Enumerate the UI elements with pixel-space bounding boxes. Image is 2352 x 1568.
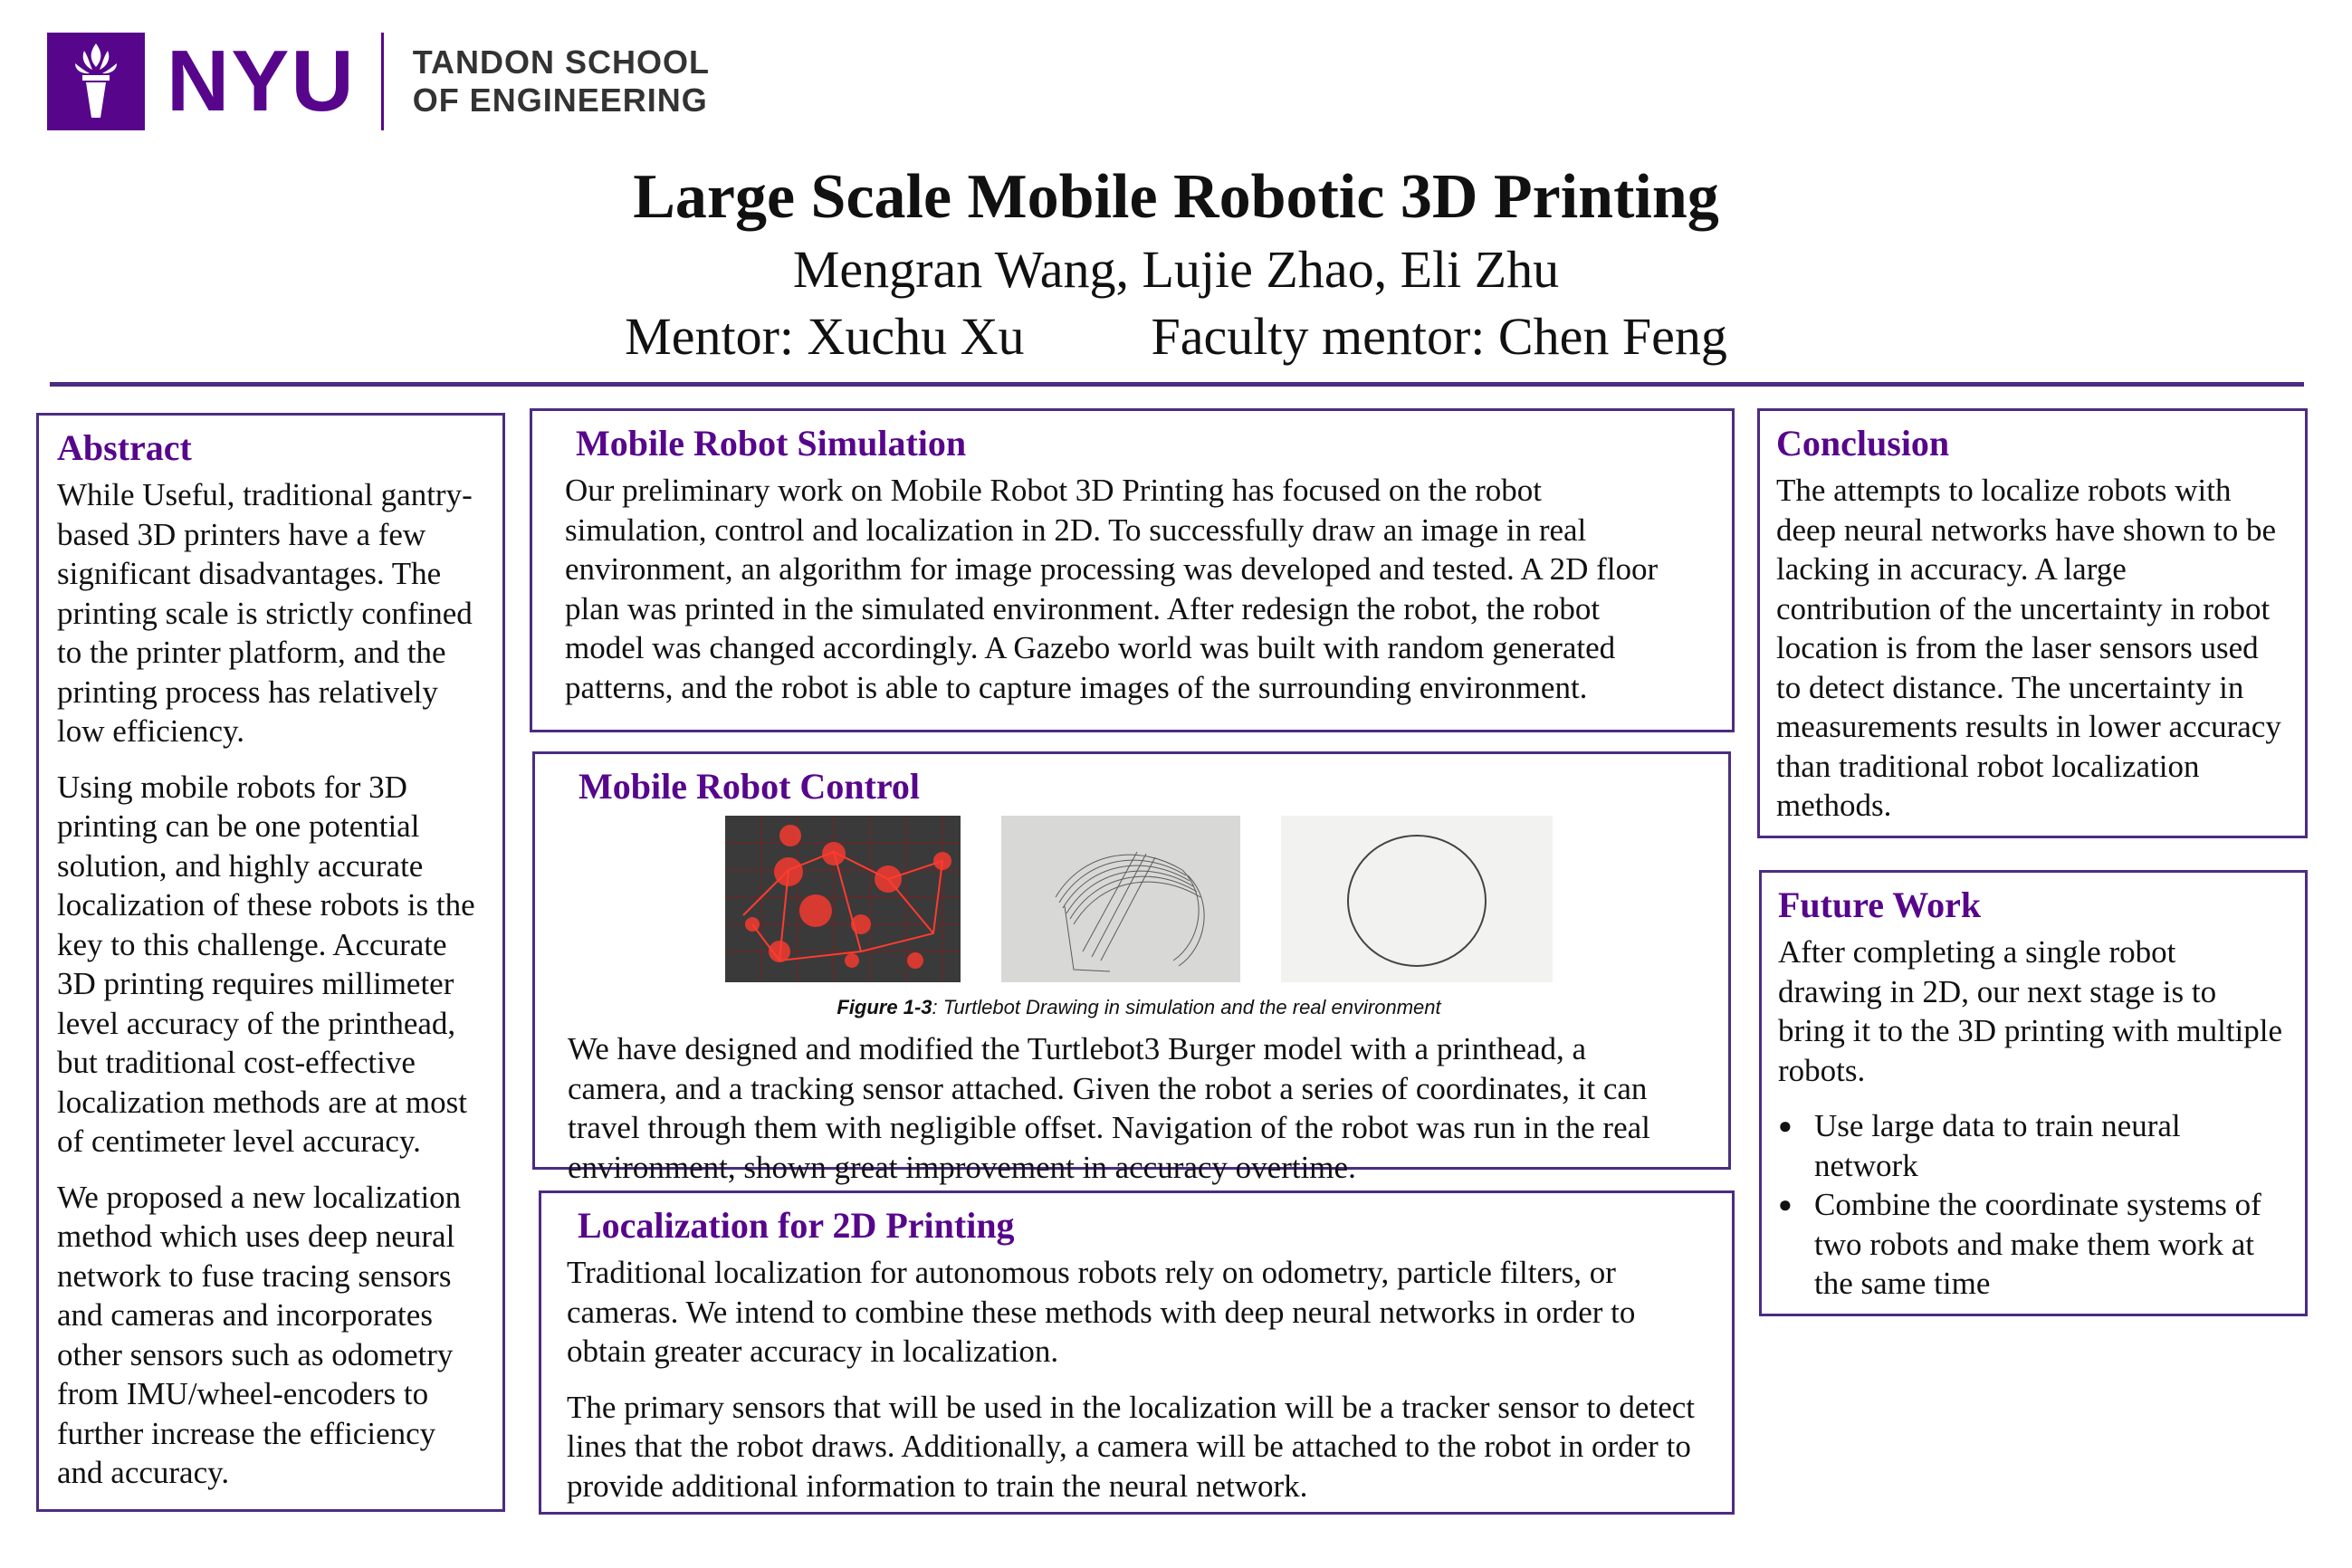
abstract-panel [36, 413, 505, 1512]
localization-paragraph-1: Traditional localization for autonomous robots rely on odometry, particle filters, or cameras. We intend to combine these methods with deep neural networks in order to obtain greater accuracy in localization. [567, 1255, 1636, 1369]
logo-divider [381, 33, 384, 130]
conclusion-panel [1757, 408, 2308, 838]
abstract-heading: Abstract [57, 427, 192, 468]
simulation-panel [530, 408, 1735, 732]
localization-paragraph-2: The primary sensors that will be used in the localization will be a tracker sensor to detect lines that the robot draws. Additionally, a camera will be attached to the robot in order to provide additional information to train the neural network. [567, 1389, 1695, 1504]
abstract-paragraph-3: We proposed a new localization method which uses deep neural network to fuse tracing sensors and cameras and incorporates other sensors such as odometry from IMU/wheel-encoders to further increase the efficiency and accuracy. [57, 1179, 462, 1490]
nyu-torch-icon [47, 33, 145, 130]
future-work-bullet: ● Use large data to train neural network [1778, 1106, 2287, 1185]
school-line-1: TANDON SCHOOL [412, 43, 711, 81]
localization-panel [539, 1190, 1735, 1515]
simulation-paragraph: Our preliminary work on Mobile Robot 3D Printing has focused on the robot simulation, control and localization in 2D. To successfully draw an image in real environment, an algorithm for image processing was developed and tested. A 2D floor plan was printed in the simulated environment. After redesign the robot, the robot model was changed accordingly. A Gazebo world was built with random generated patterns, and the robot is able to capture images of the surrounding environment. [565, 473, 1659, 705]
localization-heading: Localization for 2D Printing [578, 1205, 1015, 1246]
circle-drawing-image [1281, 816, 1553, 982]
control-paragraph: We have designed and modified the Turtlebot3 Burger model with a printhead, a camera, and a tracking sensor attached. Given the robot a series of coordinates, it can travel through them with negligible offset. Navigation of the robot was run in the real environment, shown great improvement in accuracy overtime. [568, 1031, 1650, 1185]
simulation-path-image [725, 816, 961, 982]
mentor: Mentor: Xuchu Xu [625, 307, 1025, 366]
poster-authors: Mengran Wang, Lujie Zhao, Eli Zhu [792, 240, 1560, 299]
future-work-bullet: ● Combine the coordinate systems of two robots and make them work at the same time [1778, 1185, 2287, 1304]
caption-text: : Turtlebot Drawing in simulation and the real environment [932, 996, 1441, 1018]
future-work-list [1778, 1106, 2287, 1304]
mentors-line [0, 306, 2352, 368]
control-heading: Mobile Robot Control [578, 766, 921, 807]
control-panel [532, 751, 1731, 1185]
figure-row [568, 816, 1710, 982]
school-name [413, 43, 710, 120]
abstract-paragraph-2: Using mobile robots for 3D printing can be one potential solution, and highly accurate localization of these robots is the key to this challenge. Accurate 3D printing requires millimeter level accuracy of the printhead, but traditional cost-effective localization methods are at most of centimeter level accuracy. [57, 769, 475, 1159]
simulation-heading: Mobile Robot Simulation [576, 423, 967, 464]
future-work-heading: Future Work [1778, 884, 1982, 925]
future-work-panel [1759, 870, 2308, 1316]
faculty-mentor: Faculty mentor: Chen Feng [1151, 307, 1727, 366]
figure-caption [568, 995, 1710, 1020]
abstract-paragraph-1: While Useful, traditional gantry-based 3D printers have a few significant disadvantages. The printing scale is strictly confined to the printer platform, and the printing process has relatively low efficiency. [57, 477, 473, 749]
nyu-tandon-logo [47, 33, 710, 130]
future-work-paragraph: After completing a single robot drawing in 2D, our next stage is to bring it to the 3D printing with multiple robots. [1778, 934, 2283, 1088]
nyu-wordmark: NYU [167, 33, 356, 129]
conclusion-heading: Conclusion [1776, 423, 1950, 464]
real-drawing-image [1001, 816, 1240, 982]
conclusion-paragraph: The attempts to localize robots with deep neural networks have shown to be lacking in accuracy. A large contribution of the uncertainty in robot location is from the laser sensors used to detect distance. The uncertainty in measurements results in lower accuracy than traditional robot localization methods. [1776, 473, 2281, 823]
school-line-2: OF ENGINEERING [412, 81, 708, 119]
caption-label: Figure 1-3 [837, 996, 932, 1018]
poster-title: Large Scale Mobile Robotic 3D Printing [633, 162, 1719, 232]
header-divider [50, 382, 2304, 387]
